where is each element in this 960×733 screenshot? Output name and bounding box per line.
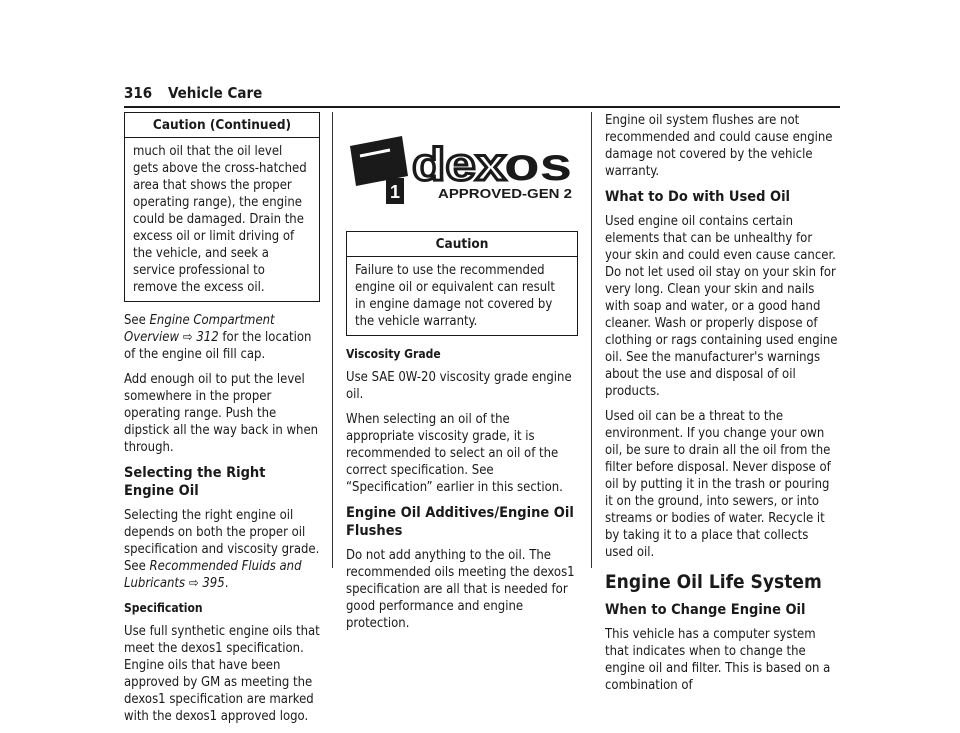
caution-body: Failure to use the recommended engine oil or equivalent can result in engine damage not covered by the vehicle warranty. <box>355 263 555 329</box>
logo-number: 1 <box>390 182 401 202</box>
heading-viscosity-grade: Viscosity Grade <box>346 347 441 361</box>
section-title: Vehicle Care <box>168 84 263 102</box>
paragraph-fill-cap: See Engine Compartment Overview ⇨ 312 for the location of the engine oil fill cap. <box>124 313 312 362</box>
column-divider <box>591 112 592 568</box>
paragraph-additives: Do not add anything to the oil. The recommended oils meeting the dexos1 specification are all that is needed for good performance and engine protection. <box>346 548 575 631</box>
paragraph-selecting: Selecting the right engine oil depends on both the proper oil specification and viscosity grade. See Recommended Fluids and Lubricants ⇨ 395. <box>124 508 320 591</box>
heading-additives: Engine Oil Additives/Engine Oil Flushes <box>346 505 574 539</box>
column-1 <box>124 112 320 733</box>
caution-title: Caution <box>347 232 577 257</box>
caution-body: much oil that the oil level gets above the cross-hatched area that shows the proper operating range), the engine could be damaged. Drain the excess oil or limit driving of the vehicle, and seek a service professional to remove the excess oil. <box>133 144 307 295</box>
caution-box-continued <box>124 112 320 302</box>
heading-when-to-change: When to Change Engine Oil <box>605 602 806 618</box>
page-header <box>124 84 840 108</box>
heading-specification: Specification <box>124 601 203 615</box>
paragraph-add-oil: Add enough oil to put the level somewhere in the proper operating range. Push the dipstick all the way back in when through. <box>124 372 319 455</box>
dexos1-approved-logo <box>346 126 578 216</box>
column-divider <box>332 112 333 568</box>
xref-arrow-icon: ⇨ <box>182 330 193 345</box>
logo-subtitle: APPROVED-GEN 2 <box>438 186 572 201</box>
xref-page-395[interactable]: 395 <box>202 576 225 591</box>
paragraph-selecting-viscosity: When selecting an oil of the appropriate viscosity grade, it is recommended to select an oil of the correct specification. See “Specification” earlier in this section. <box>346 412 563 495</box>
heading-selecting-oil: Selecting the Right Engine Oil <box>124 465 266 499</box>
caution-title: Caution (Continued) <box>125 113 319 138</box>
paragraph-viscosity: Use SAE 0W-20 viscosity grade engine oil. <box>346 370 572 402</box>
heading-oil-life-system: Engine Oil Life System <box>605 571 822 593</box>
paragraph-flushes: Engine oil system flushes are not recommended and could cause engine damage not covered by the vehicle warranty. <box>605 113 833 179</box>
column-2 <box>346 112 578 640</box>
xref-recommended-fluids[interactable]: Recommended Fluids and Lubricants <box>124 559 302 591</box>
xref-engine-compartment[interactable]: Engine Compartment Overview <box>124 313 275 345</box>
paragraph-environment: Used oil can be a threat to the environment. If you change your own oil, be sure to drain all the oil from the filter before disposal. Never dispose of oil by putting it in the trash or pouring it on the ground, into sewers, or into streams or bodies of water. Recycle it by taking it to a place that collects used oil. <box>605 409 831 560</box>
logo-word-dex: dex <box>412 138 507 190</box>
paragraph-used-oil: Used engine oil contains certain elements that can be unhealthy for your skin and could even cause cancer. Do not let used oil stay on your skin for very long. Clean your skin and nails with soap and water, or a good hand cleaner. Wash or properly dispose of clothing or rags containing used engine oil. See the manufacturer's warnings about the use and disposal of oil products. <box>605 214 838 399</box>
column-3 <box>605 112 840 702</box>
xref-arrow-icon: ⇨ <box>188 576 199 591</box>
caution-box <box>346 231 578 336</box>
xref-page-312[interactable]: 312 <box>196 330 219 345</box>
logo-word-os: os <box>504 138 572 190</box>
page-number: 316 <box>124 84 153 102</box>
paragraph-computer-system: This vehicle has a computer system that indicates when to change the engine oil and filter. This is based on a combination of <box>605 627 831 693</box>
heading-used-oil: What to Do with Used Oil <box>605 189 791 205</box>
paragraph-specification: Use full synthetic engine oils that meet the dexos1 specification. Engine oils that have been approved by GM as meeting the dexos1 specification are marked with the dexos1 approved logo. <box>124 624 320 724</box>
